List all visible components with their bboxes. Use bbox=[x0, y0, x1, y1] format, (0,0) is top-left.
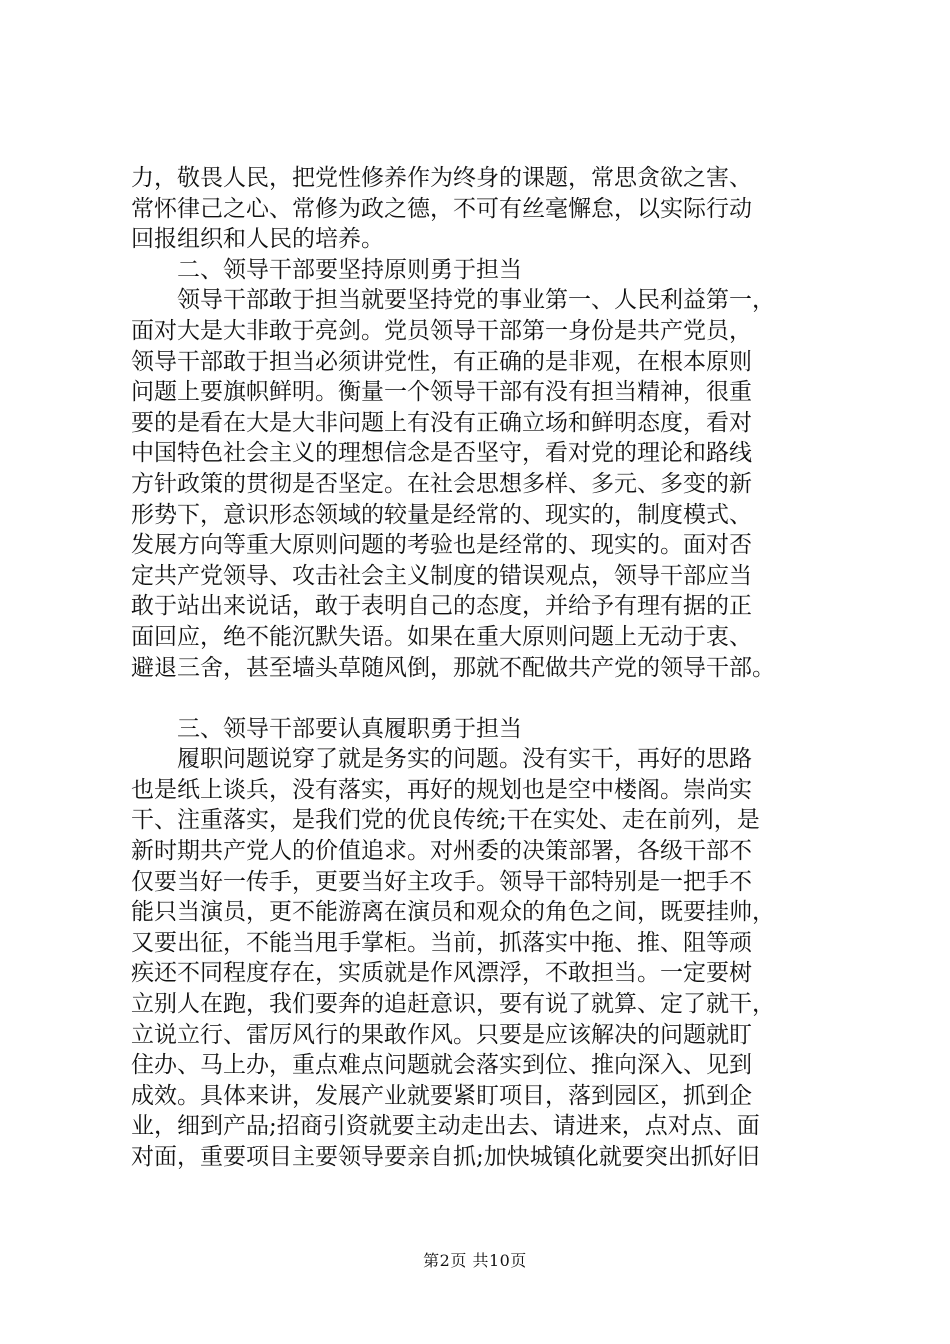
text-line: 避退三舍，甚至墙头草随风倒，那就不配做共产党的领导干部。 bbox=[131, 654, 775, 681]
text-line: 发展方向等重大原则问题的考验也是经常的、现实的。面对否 bbox=[131, 532, 752, 559]
section-heading-3: 三、领导干部要认真履职勇于担当 bbox=[131, 715, 522, 742]
section-heading-2: 二、领导干部要坚持原则勇于担当 bbox=[131, 256, 522, 283]
text-line: 方针政策的贯彻是否坚定。在社会思想多样、多元、多变的新 bbox=[131, 470, 752, 497]
text-line: 履职问题说穿了就是务实的问题。没有实干，再好的思路 bbox=[131, 746, 752, 773]
text-line: 问题上要旗帜鲜明。衡量一个领导干部有没有担当精神，很重 bbox=[131, 379, 752, 406]
text-line: 常怀律己之心、常修为政之德，不可有丝毫懈怠，以实际行动 bbox=[131, 195, 752, 222]
paragraph-group-2 bbox=[131, 714, 831, 1173]
text-line: 面对大是大非敢于亮剑。党员领导干部第一身份是共产党员， bbox=[131, 317, 752, 344]
document-body bbox=[131, 163, 831, 1173]
text-line: 对面，重要项目主要领导要亲自抓;加快城镇化就要突出抓好旧 bbox=[131, 1144, 760, 1170]
text-line: 住办、马上办，重点难点问题就会落实到位、推向深入、见到 bbox=[131, 1052, 752, 1079]
text-line: 领导干部敢于担当就要坚持党的事业第一、人民利益第一， bbox=[131, 287, 775, 314]
text-line: 定共产党领导、攻击社会主义制度的错误观点，领导干部应当 bbox=[131, 562, 752, 589]
text-line: 干、注重落实，是我们党的优良传统;干在实处、走在前列，是 bbox=[131, 807, 760, 834]
paragraph-group-1 bbox=[131, 163, 831, 683]
text-line: 回报组织和人民的培养。 bbox=[131, 226, 384, 253]
text-line: 敢于站出来说话，敢于表明自己的态度，并给予有理有据的正 bbox=[131, 593, 752, 620]
text-line: 要的是看在大是大非问题上有没有正确立场和鲜明态度，看对 bbox=[131, 409, 752, 436]
text-line: 中国特色社会主义的理想信念是否坚守，看对党的理论和路线 bbox=[131, 440, 752, 467]
text-line: 力，敬畏人民，把党性修养作为终身的课题，常思贪欲之害、 bbox=[131, 165, 752, 191]
text-line: 疾还不同程度存在，实质就是作风漂浮，不敢担当。一定要树 bbox=[131, 960, 752, 987]
text-line: 新时期共产党人的价值追求。对州委的决策部署，各级干部不 bbox=[131, 838, 752, 865]
text-line: 又要出征，不能当甩手掌柜。当前，抓落实中拖、推、阻等顽 bbox=[131, 929, 752, 956]
text-line: 面回应，绝不能沉默失语。如果在重大原则问题上无动于衷、 bbox=[131, 623, 752, 650]
text-line: 成效。具体来讲，发展产业就要紧盯项目，落到园区，抓到企 bbox=[131, 1082, 752, 1109]
text-line: 也是纸上谈兵，没有落实，再好的规划也是空中楼阁。崇尚实 bbox=[131, 776, 752, 803]
text-line: 领导干部敢于担当必须讲党性，有正确的是非观，在根本原则 bbox=[131, 348, 752, 375]
text-line: 立说立行、雷厉风行的果敢作风。只要是应该解决的问题就盯 bbox=[131, 1021, 752, 1048]
page-footer: 第2页 共10页 bbox=[423, 1251, 527, 1270]
text-line: 业，细到产品;招商引资就要主动走出去、请进来，点对点、面 bbox=[131, 1113, 760, 1140]
text-line: 形势下，意识形态领域的较量是经常的、现实的，制度模式、 bbox=[131, 501, 752, 528]
text-line: 立别人在跑，我们要奔的追赶意识，要有说了就算、定了就干， bbox=[131, 991, 775, 1018]
paragraph-spacer bbox=[131, 683, 831, 714]
text-line: 能只当演员，更不能游离在演员和观众的角色之间，既要挂帅， bbox=[131, 899, 775, 926]
text-line: 仅要当好一传手，更要当好主攻手。领导干部特别是一把手不 bbox=[131, 868, 752, 895]
